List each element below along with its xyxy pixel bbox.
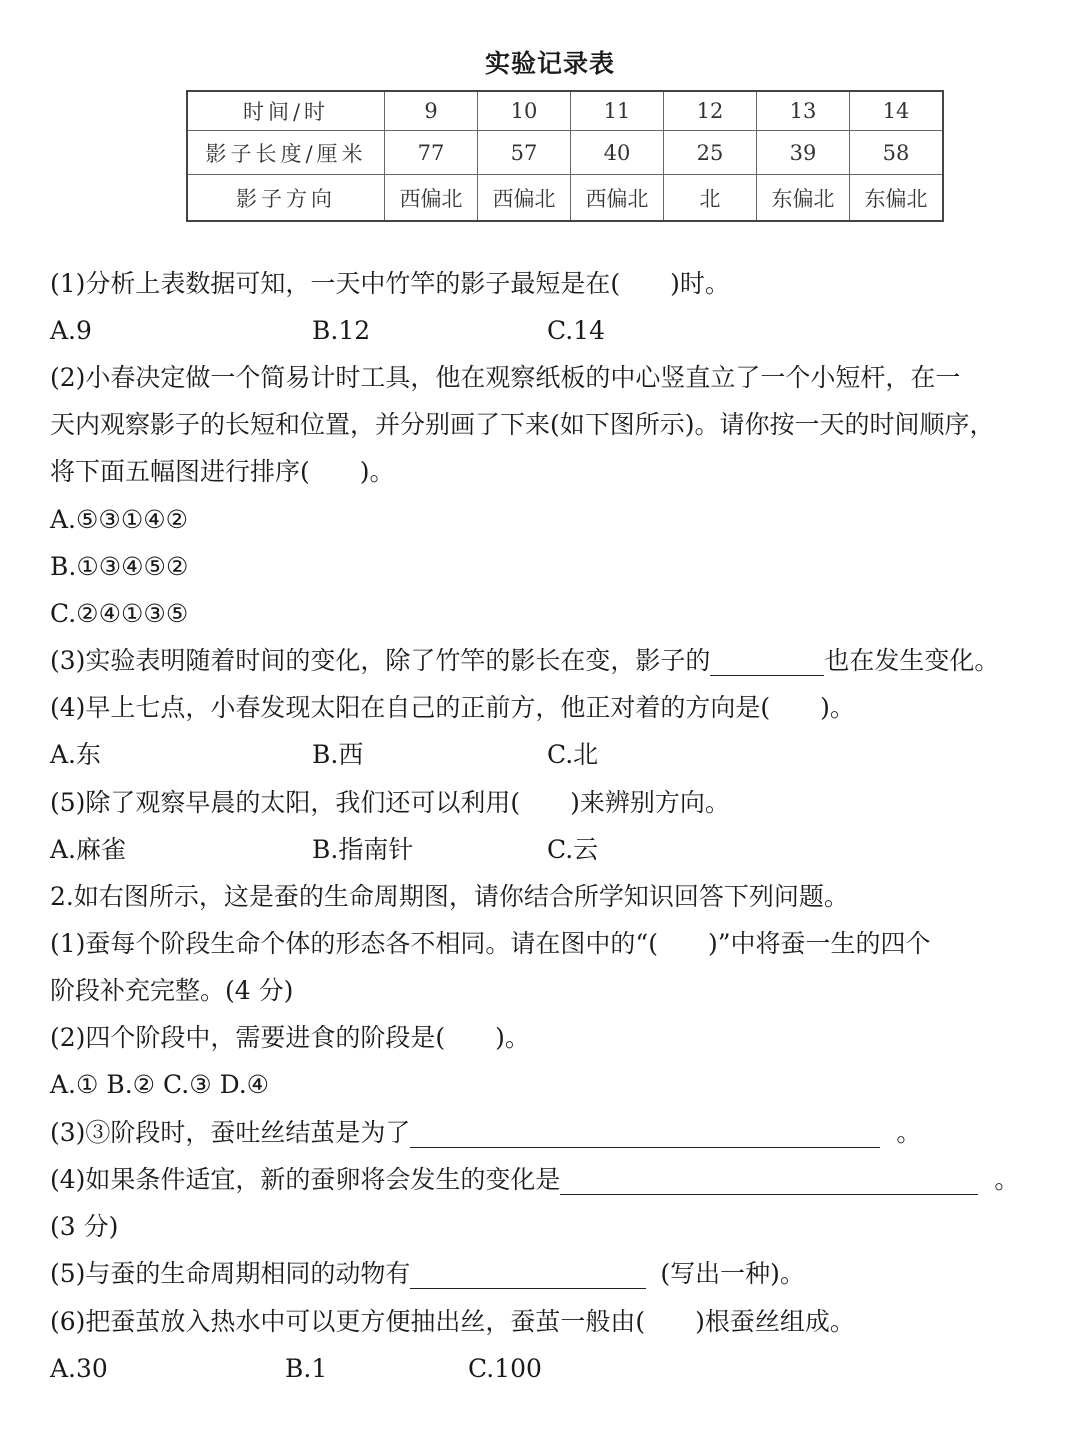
p2-sub-2-options: A.① B.② C.③ D.④ (50, 1070, 270, 1099)
table-cell: 25 (664, 131, 757, 175)
table-cell: 9 (385, 91, 478, 131)
question-4-stem: (4)早上七点，小春发现太阳在自己的正前方，他正对着的方向是( )。 (50, 693, 855, 722)
table-cell: 57 (478, 131, 571, 175)
experiment-record-table (186, 90, 944, 222)
q2-option-a: A.⑤③①④② (50, 505, 189, 534)
table-row-direction (187, 175, 943, 222)
table-cell: 10 (478, 91, 571, 131)
q2-option-b: B.①③④⑤② (50, 552, 189, 581)
q3-text-before: (3)实验表明随着时间的变化，除了竹竿的影长在变，影子的 (50, 646, 711, 675)
p2-s3-text-before: (3)③阶段时，蚕吐丝结茧是为了 (50, 1118, 411, 1147)
p2-sub-5 (50, 1259, 805, 1289)
question-1-stem: (1)分析上表数据可知，一天中竹竿的影子最短是在( )时。 (50, 269, 730, 298)
question-5-stem: (5)除了观察早晨的太阳，我们还可以利用( )来辨别方向。 (50, 788, 730, 817)
p2-s6-option-c: C.100 (468, 1354, 542, 1383)
p2-s3-answer-blank[interactable] (410, 1121, 880, 1148)
question-2-line-2: 天内观察影子的长短和位置，并分别画了下来(如下图所示)。请你按一天的时间顺序， (50, 410, 995, 439)
table-title: 实验记录表 (484, 49, 615, 78)
p2-s4-text-after: 。 (994, 1165, 1020, 1194)
p2-sub-6-stem: (6)把蚕茧放入热水中可以更方便抽出丝，蚕茧一般由( )根蚕丝组成。 (50, 1307, 855, 1336)
q4-option-b: B.西 (312, 740, 364, 769)
table-cell: 58 (850, 131, 944, 175)
table-cell: 13 (757, 91, 850, 131)
table-cell: 北 (664, 175, 757, 222)
table-cell: 东偏北 (850, 175, 944, 222)
p2-s4-answer-blank[interactable] (560, 1168, 978, 1195)
table-cell: 东偏北 (757, 175, 850, 222)
p2-sub-1-line-2: 阶段补充完整。(4 分) (50, 976, 294, 1005)
table-cell: 西偏北 (478, 175, 571, 222)
q1-option-a: A.9 (50, 316, 92, 345)
p2-sub-4-score: (3 分) (50, 1212, 119, 1241)
q4-option-a: A.东 (50, 740, 102, 769)
q1-option-c: C.14 (547, 316, 605, 345)
p2-sub-1-line-1: (1)蚕每个阶段生命个体的形态各不相同。请在图中的“( )”中将蚕一生的四个 (50, 929, 931, 958)
p2-s5-text-before: (5)与蚕的生命周期相同的动物有 (50, 1259, 411, 1288)
question-3 (50, 646, 999, 676)
p2-s6-option-b: B.1 (285, 1354, 328, 1383)
p2-s4-text-before: (4)如果条件适宜，新的蚕卵将会发生的变化是 (50, 1165, 561, 1194)
row-header: 时间/时 (187, 91, 385, 131)
table-cell: 39 (757, 131, 850, 175)
table-row-time (187, 91, 943, 131)
table-cell: 40 (571, 131, 664, 175)
table-row-length (187, 131, 943, 175)
q5-option-a: A.麻雀 (50, 835, 127, 864)
question-2-line-1: (2)小春决定做一个简易计时工具，他在观察纸板的中心竖直立了一个小短杆，在一 (50, 363, 961, 392)
row-header: 影子方向 (187, 175, 385, 222)
p2-s3-text-after: 。 (896, 1118, 922, 1147)
table-cell: 12 (664, 91, 757, 131)
q3-answer-blank[interactable] (710, 649, 824, 676)
table-cell: 14 (850, 91, 944, 131)
q5-option-c: C.云 (547, 835, 599, 864)
table-cell: 11 (571, 91, 664, 131)
q3-text-after: 也在发生变化。 (824, 646, 1000, 675)
table-cell: 77 (385, 131, 478, 175)
table-cell: 西偏北 (385, 175, 478, 222)
p2-sub-2-stem: (2)四个阶段中，需要进食的阶段是( )。 (50, 1023, 530, 1052)
row-header: 影子长度/厘米 (187, 131, 385, 175)
table-cell: 西偏北 (571, 175, 664, 222)
q1-option-b: B.12 (312, 316, 371, 345)
q2-option-c: C.②④①③⑤ (50, 599, 189, 628)
q4-option-c: C.北 (547, 740, 599, 769)
p2-sub-4 (50, 1165, 1019, 1195)
question-2-line-3: 将下面五幅图进行排序( )。 (50, 457, 395, 486)
part-2-intro: 2.如右图所示，这是蚕的生命周期图，请你结合所学知识回答下列问题。 (50, 882, 849, 911)
p2-s6-option-a: A.30 (50, 1354, 108, 1383)
q5-option-b: B.指南针 (312, 835, 414, 864)
p2-s5-answer-blank[interactable] (410, 1262, 646, 1289)
p2-s5-text-after: (写出一种)。 (660, 1259, 805, 1288)
p2-sub-3 (50, 1118, 921, 1148)
